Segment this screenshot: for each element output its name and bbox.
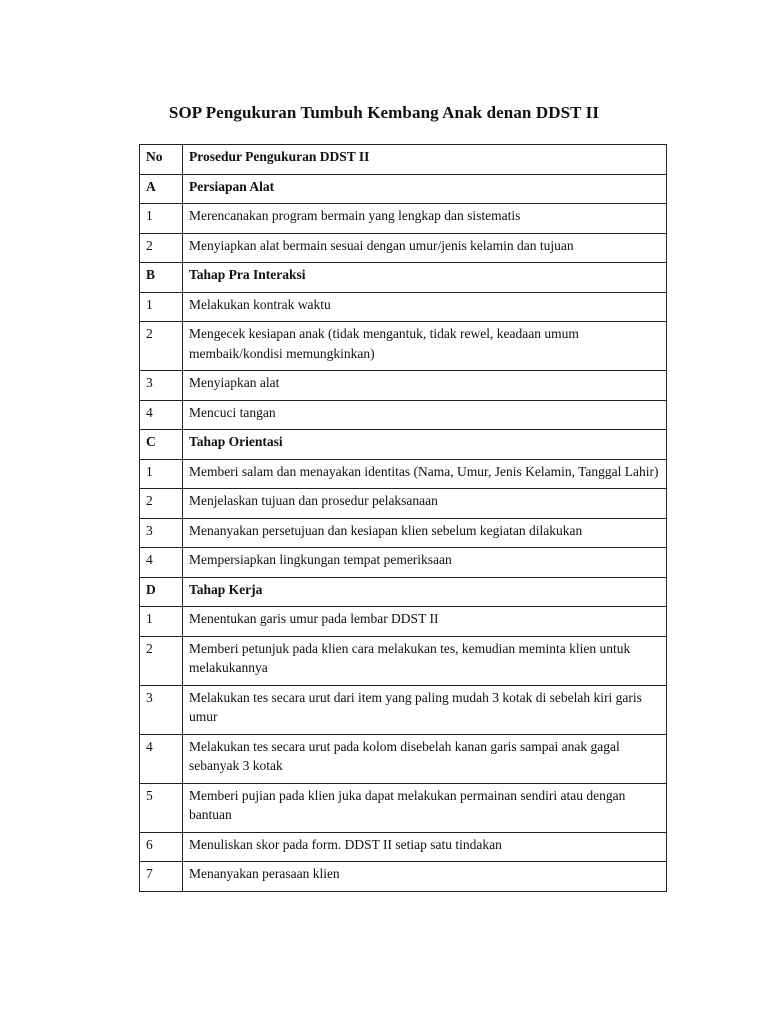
procedure-step: Menanyakan perasaan klien [183, 862, 667, 892]
row-number: 2 [140, 636, 183, 685]
table-row [140, 459, 667, 489]
table-row [140, 548, 667, 578]
section-title: Tahap Pra Interaksi [183, 263, 667, 293]
row-number: 1 [140, 292, 183, 322]
procedure-step: Menentukan garis umur pada lembar DDST II [183, 607, 667, 637]
section-row [140, 430, 667, 460]
procedure-step: Melakukan kontrak waktu [183, 292, 667, 322]
procedure-step: Melakukan tes secara urut pada kolom disebelah kanan garis sampai anak gagal sebanyak 3 kotak [183, 734, 667, 783]
row-number: 4 [140, 734, 183, 783]
table-row [140, 734, 667, 783]
sop-table-body [140, 145, 667, 892]
row-number: 7 [140, 862, 183, 892]
table-row [140, 204, 667, 234]
header-procedure: Prosedur Pengukuran DDST II [183, 145, 667, 175]
procedure-step: Menanyakan persetujuan dan kesiapan klien sebelum kegiatan dilakukan [183, 518, 667, 548]
section-row [140, 174, 667, 204]
header-no: No [140, 145, 183, 175]
procedure-step: Mempersiapkan lingkungan tempat pemeriksaan [183, 548, 667, 578]
section-letter: B [140, 263, 183, 293]
section-title: Persiapan Alat [183, 174, 667, 204]
section-letter: A [140, 174, 183, 204]
row-number: 3 [140, 685, 183, 734]
section-row [140, 263, 667, 293]
table-row [140, 783, 667, 832]
procedure-step: Melakukan tes secara urut dari item yang paling mudah 3 kotak di sebelah kiri garis umur [183, 685, 667, 734]
table-row [140, 636, 667, 685]
row-number: 2 [140, 322, 183, 371]
section-title: Tahap Kerja [183, 577, 667, 607]
table-row [140, 518, 667, 548]
row-number: 2 [140, 489, 183, 519]
row-number: 2 [140, 233, 183, 263]
procedure-step: Menuliskan skor pada form. DDST II setiap satu tindakan [183, 832, 667, 862]
row-number: 5 [140, 783, 183, 832]
section-letter: C [140, 430, 183, 460]
section-row [140, 577, 667, 607]
procedure-step: Memberi petunjuk pada klien cara melakukan tes, kemudian meminta klien untuk melakukannya [183, 636, 667, 685]
procedure-step: Mengecek kesiapan anak (tidak mengantuk, tidak rewel, keadaan umum membaik/kondisi memungkinkan) [183, 322, 667, 371]
section-title: Tahap Orientasi [183, 430, 667, 460]
table-row [140, 685, 667, 734]
procedure-step: Merencanakan program bermain yang lengkap dan sistematis [183, 204, 667, 234]
row-number: 4 [140, 400, 183, 430]
table-row [140, 832, 667, 862]
procedure-step: Menyiapkan alat [183, 371, 667, 401]
row-number: 1 [140, 459, 183, 489]
sop-table [139, 144, 667, 892]
table-row [140, 322, 667, 371]
row-number: 3 [140, 371, 183, 401]
table-row [140, 862, 667, 892]
procedure-step: Mencuci tangan [183, 400, 667, 430]
procedure-step: Memberi pujian pada klien juka dapat melakukan permainan sendiri atau dengan bantuan [183, 783, 667, 832]
page-title: SOP Pengukuran Tumbuh Kembang Anak denan DDST II [168, 103, 600, 122]
row-number: 4 [140, 548, 183, 578]
table-row [140, 489, 667, 519]
procedure-step: Menyiapkan alat bermain sesuai dengan umur/jenis kelamin dan tujuan [183, 233, 667, 263]
procedure-step: Menjelaskan tujuan dan prosedur pelaksanaan [183, 489, 667, 519]
row-number: 6 [140, 832, 183, 862]
table-row [140, 292, 667, 322]
procedure-step: Memberi salam dan menayakan identitas (Nama, Umur, Jenis Kelamin, Tanggal Lahir) [183, 459, 667, 489]
row-number: 3 [140, 518, 183, 548]
table-row [140, 607, 667, 637]
row-number: 1 [140, 204, 183, 234]
table-row [140, 233, 667, 263]
table-row [140, 371, 667, 401]
table-row [140, 400, 667, 430]
row-number: 1 [140, 607, 183, 637]
section-letter: D [140, 577, 183, 607]
table-header-row [140, 145, 667, 175]
